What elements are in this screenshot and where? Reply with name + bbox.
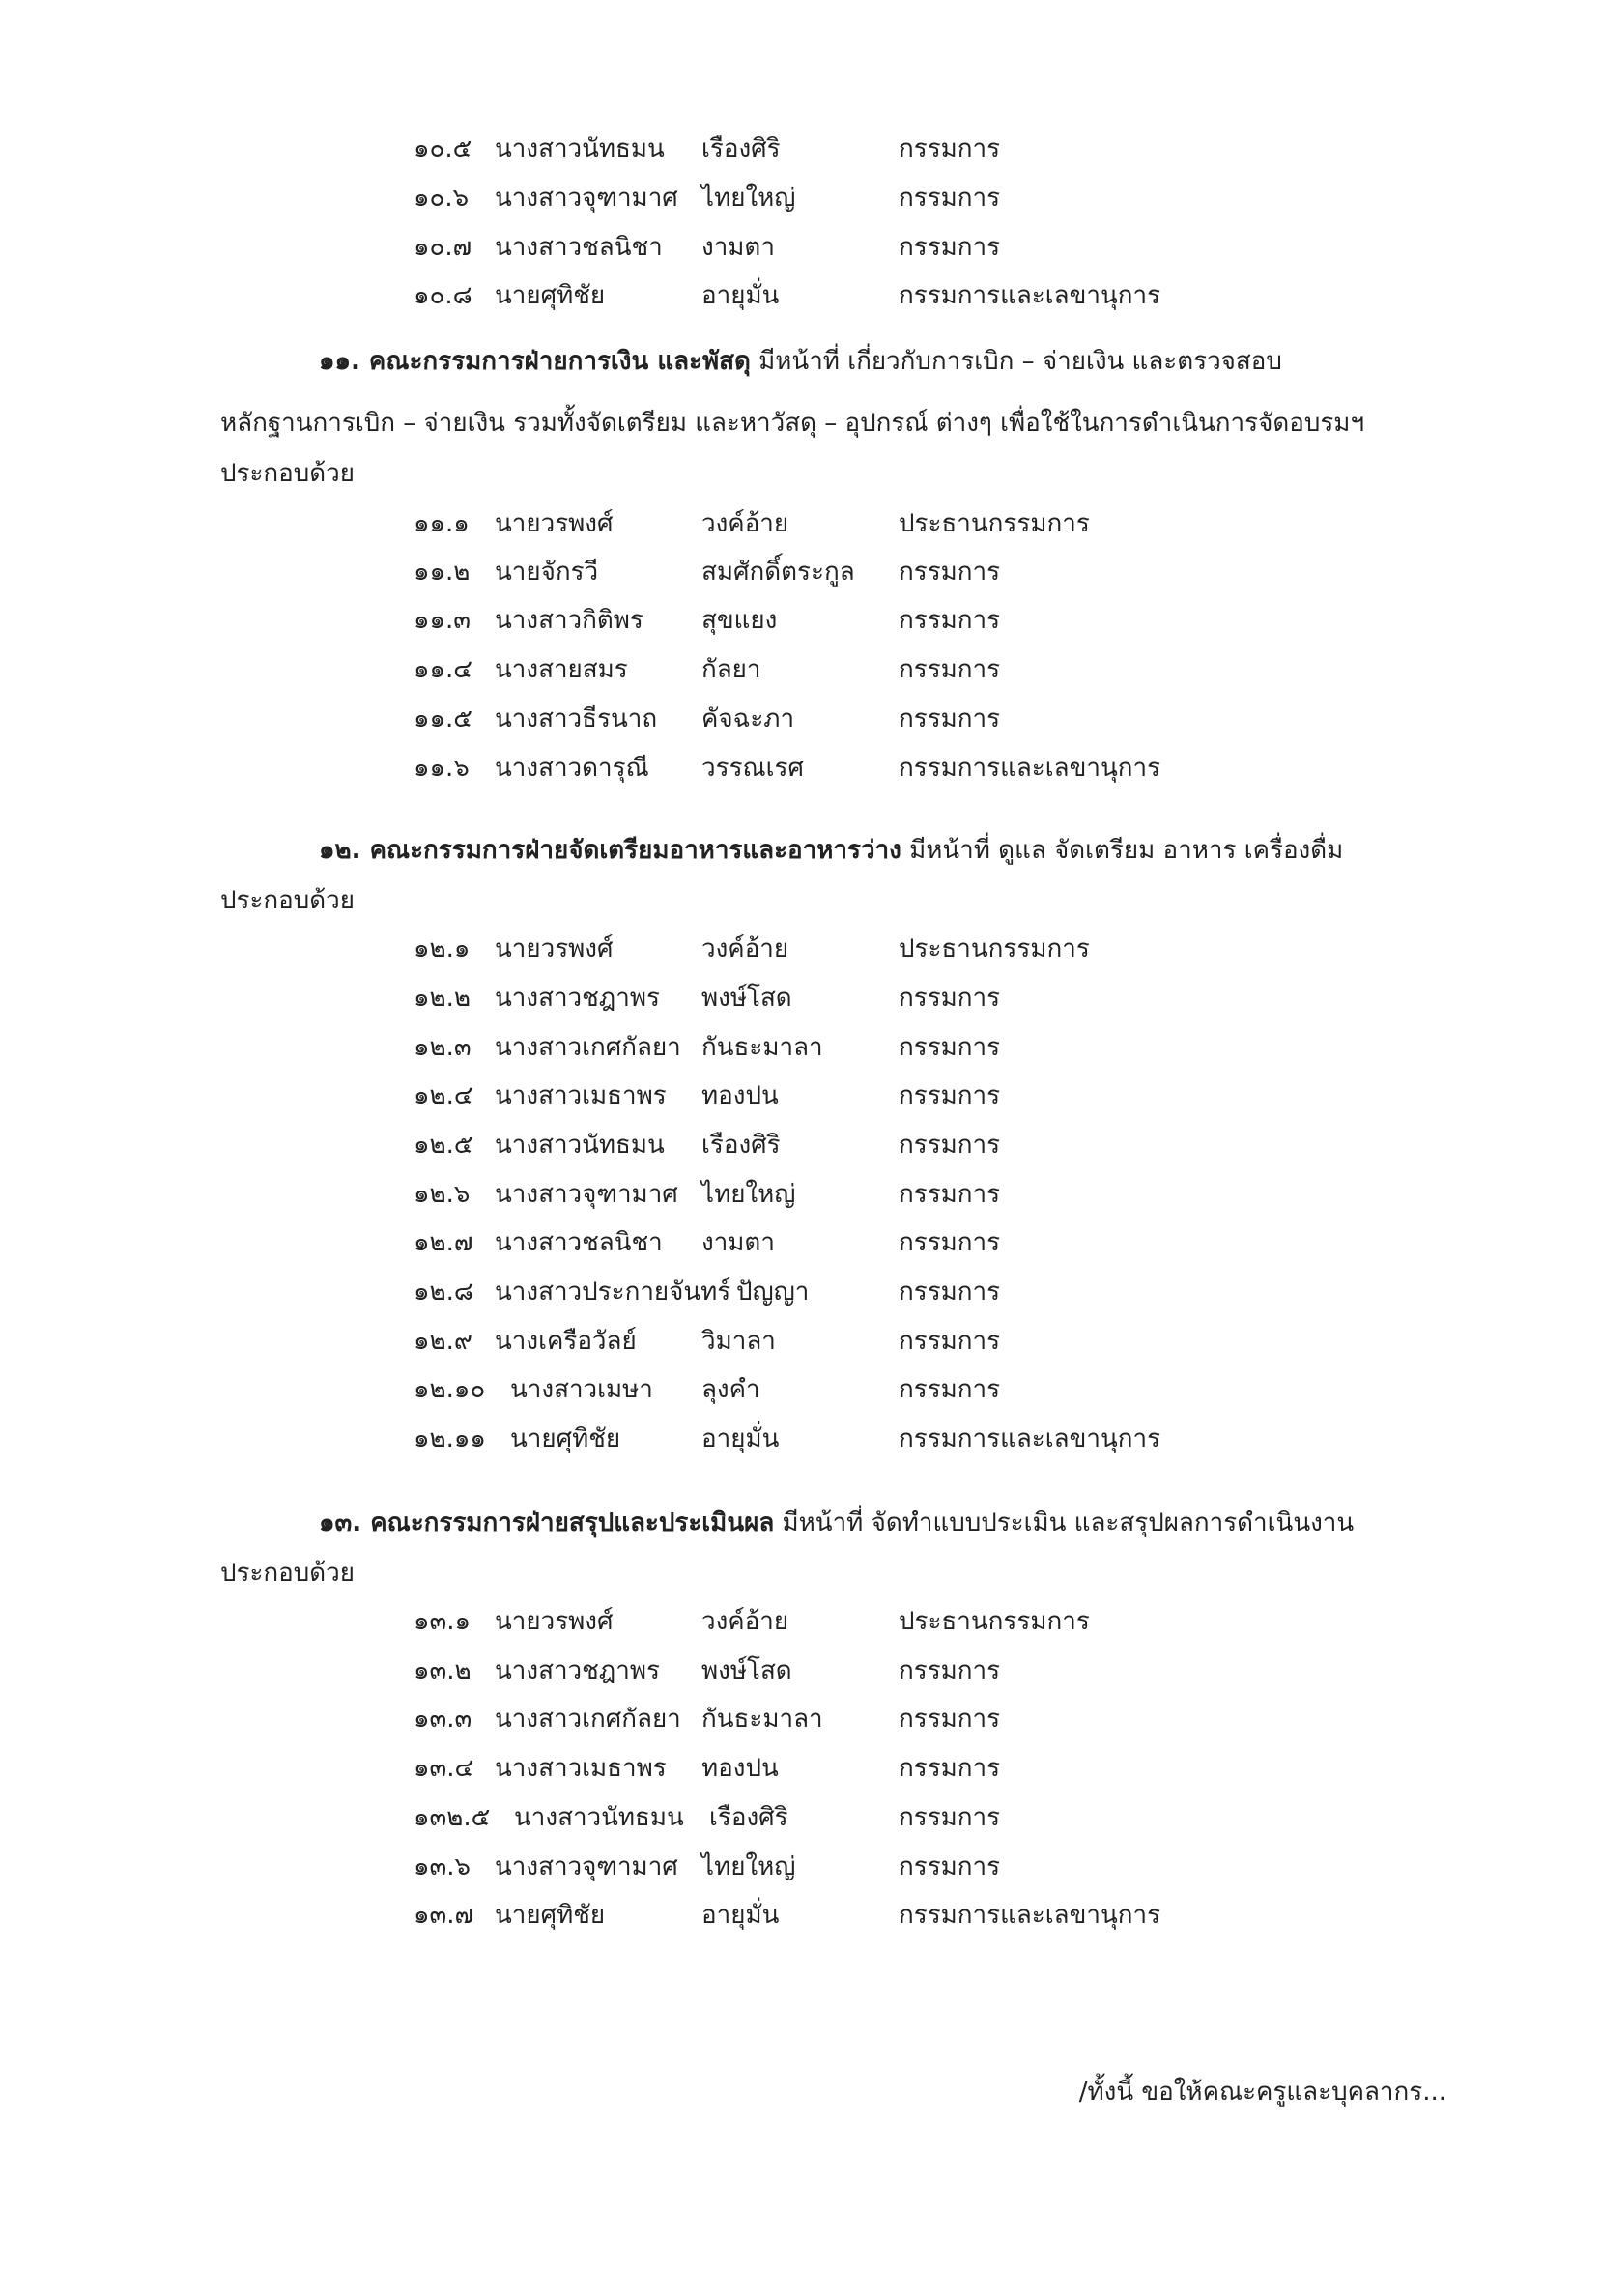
section-12-line2: ประกอบด้วย <box>220 886 356 915</box>
item-role: กรรมการ <box>899 1705 1001 1734</box>
item-surname: เรืองศิริ <box>709 1803 788 1832</box>
item-number: ๑๑.๕ <box>414 704 472 733</box>
item-name: นายวรพงศ์ <box>495 1607 614 1636</box>
item-role: กรรมการ <box>899 184 1001 213</box>
list-item <box>0 228 1601 267</box>
list-item <box>0 1322 1601 1361</box>
item-role: กรรมการและเลขานุการ <box>899 1424 1161 1453</box>
item-name: นางสาวจุฑามาศ <box>495 1852 678 1881</box>
item-name: นางสาวชลนิชา <box>495 233 663 262</box>
section-11-duty: มีหน้าที่ เกี่ยวกับการเบิก – จ่ายเงิน และตรวจสอบ <box>750 347 1282 376</box>
section-11-title: ๑๑. คณะกรรมการฝ่ายการเงิน และพัสดุ <box>319 347 751 376</box>
item-number: ๑๑.๓ <box>414 606 472 635</box>
list-item <box>0 1602 1601 1641</box>
item-name: นางสาวเกศกัลยา <box>495 1705 681 1734</box>
item-role: กรรมการ <box>899 984 1001 1013</box>
list-item <box>0 179 1601 217</box>
section-13-heading <box>319 1498 1556 1548</box>
item-surname: กันธะมาลา <box>701 1033 823 1062</box>
list-item <box>0 650 1601 689</box>
item-number: ๑๒.๒ <box>414 984 472 1013</box>
item-role: ประธานกรรมการ <box>899 509 1090 538</box>
list-item <box>0 700 1601 738</box>
list-item <box>0 1370 1601 1409</box>
list-item <box>0 1651 1601 1690</box>
item-number: ๑๒.๑๐ <box>414 1375 486 1404</box>
item-role: กรรมการ <box>899 655 1001 684</box>
item-number: ๑๓.๑ <box>414 1607 472 1636</box>
section-12-title: ๑๒. คณะกรรมการฝ่ายจัดเตรียมอาหารและอาหารว่าง <box>319 836 901 865</box>
item-role: กรรมการ <box>899 704 1001 733</box>
item-name: นางสาวกิติพร <box>495 606 643 635</box>
list-item <box>0 1798 1601 1837</box>
item-surname: กันธะมาลา <box>701 1705 823 1734</box>
list-item <box>0 1896 1601 1935</box>
item-surname: วงค์อ้าย <box>701 1607 789 1636</box>
item-surname: เรืองศิริ <box>701 1131 781 1160</box>
item-surname: ไทยใหญ่ <box>701 184 796 213</box>
item-role: กรรมการและเลขานุการ <box>899 1901 1161 1930</box>
list-item <box>0 276 1601 315</box>
item-number: ๑๒.๗ <box>414 1228 473 1257</box>
item-role: กรรมการ <box>899 1277 1001 1306</box>
item-name: นางสาวนัทธมน <box>495 1131 665 1160</box>
section-11-line2: หลักฐานการเบิก – จ่ายเงิน รวมทั้งจัดเตรียม และหาวัสดุ – อุปกรณ์ ต่างๆ เพื่อใช้ในการดำเนินการจัดอบรมฯ <box>220 409 1365 438</box>
item-role: กรรมการ <box>899 1180 1001 1209</box>
item-role: กรรมการ <box>899 1754 1001 1783</box>
list-item <box>0 930 1601 968</box>
item-number: ๑๒.๘ <box>414 1277 473 1306</box>
item-role: กรรมการ <box>899 1656 1001 1685</box>
item-name: นางสาวชฎาพร <box>495 1656 660 1685</box>
item-number: ๑๓๒.๕ <box>414 1803 491 1832</box>
item-name: นางสายสมร <box>495 655 628 684</box>
item-surname: วรรณเรศ <box>701 754 805 783</box>
list-item <box>0 1848 1601 1886</box>
item-name: นางเครือวัลย์ <box>495 1327 637 1356</box>
item-name: นายศุทิชัย <box>510 1424 621 1453</box>
list-item <box>0 504 1601 543</box>
list-item <box>0 1700 1601 1738</box>
item-name: นางสาวนัทธมน <box>514 1803 684 1832</box>
list-item <box>0 749 1601 788</box>
item-surname: งามตา <box>701 233 775 262</box>
item-name: นายวรพงศ์ <box>495 509 614 538</box>
item-surname: สุขแยง <box>701 606 778 635</box>
item-name: นางสาวดารุณี <box>495 754 649 783</box>
item-name: นายจักรวี <box>495 558 599 587</box>
list-item <box>0 1273 1601 1311</box>
item-name: นางสาวชลนิชา <box>495 1228 663 1257</box>
section-12-duty: มีหน้าที่ ดูแล จัดเตรียม อาหาร เครื่องดื่ม <box>901 836 1344 865</box>
item-name: นางสาวนัทธมน <box>495 134 665 163</box>
item-role: กรรมการ <box>899 1131 1001 1160</box>
item-surname: อายุมั่น <box>701 1901 780 1930</box>
item-number: ๑๓.๗ <box>414 1901 474 1930</box>
item-role: กรรมการและเลขานุการ <box>899 281 1161 310</box>
item-role: กรรมการ <box>899 1033 1001 1062</box>
item-name: นางสาวเมษา <box>510 1375 653 1404</box>
item-role: กรรมการ <box>899 1228 1001 1257</box>
item-number: ๑๐.๕ <box>414 134 472 163</box>
section-12-heading <box>319 825 1556 875</box>
item-role: ประธานกรรมการ <box>899 934 1090 963</box>
item-number: ๑๑.๔ <box>414 655 472 684</box>
item-surname: งามตา <box>701 1228 775 1257</box>
item-surname: อายุมั่น <box>701 1424 780 1453</box>
item-number: ๑๒.๕ <box>414 1131 473 1160</box>
list-item <box>0 129 1601 168</box>
item-role: กรรมการ <box>899 1852 1001 1881</box>
list-item <box>0 601 1601 640</box>
item-number: ๑๐.๗ <box>414 233 472 262</box>
item-name: นางสาวจุฑามาศ <box>495 1180 678 1209</box>
item-name: นางสาวจุฑามาศ <box>495 184 678 213</box>
list-item <box>0 1420 1601 1458</box>
item-number: ๑๓.๖ <box>414 1852 472 1881</box>
list-item <box>0 1126 1601 1164</box>
item-surname: พงษ์โสด <box>701 984 792 1013</box>
item-name: นายศุทิชัย <box>495 281 606 310</box>
item-number: ๑๒.๙ <box>414 1327 472 1356</box>
item-surname: ทองปน <box>701 1081 779 1110</box>
list-item <box>0 979 1601 1018</box>
item-role: กรรมการ <box>899 1081 1001 1110</box>
item-name: นางสาวเมธาพร <box>495 1081 667 1110</box>
list-item <box>0 1223 1601 1262</box>
section-13-title: ๑๓. คณะกรรมการฝ่ายสรุปและประเมินผล <box>319 1508 775 1537</box>
item-role: กรรมการ <box>899 606 1001 635</box>
section-11-line3: ประกอบด้วย <box>220 459 356 488</box>
item-number: ๑๐.๖ <box>414 184 470 213</box>
footer-continuation: /ทั้งนี้ ขอให้คณะครูและบุคลากร... <box>1078 2078 1446 2107</box>
item-number: ๑๒.๖ <box>414 1180 471 1209</box>
section-13-duty: มีหน้าที่ จัดทำแบบประเมิน และสรุปผลการดำเนินงาน <box>774 1508 1355 1537</box>
item-surname: วงค์อ้าย <box>701 934 789 963</box>
item-role: กรรมการ <box>899 1803 1001 1832</box>
item-number: ๑๑.๒ <box>414 558 471 587</box>
item-surname: ปัญญา <box>736 1277 810 1306</box>
list-item <box>0 553 1601 591</box>
item-number: ๑๒.๓ <box>414 1033 472 1062</box>
item-number: ๑๓.๔ <box>414 1754 474 1783</box>
item-role: กรรมการ <box>899 1327 1001 1356</box>
item-surname: เรืองศิริ <box>701 134 781 163</box>
list-item <box>0 1175 1601 1214</box>
item-role: กรรมการ <box>899 1375 1001 1404</box>
item-role: ประธานกรรมการ <box>899 1607 1090 1636</box>
item-number: ๑๓.๒ <box>414 1656 472 1685</box>
section-13-line2: ประกอบด้วย <box>220 1559 356 1588</box>
item-surname: กัลยา <box>701 655 761 684</box>
item-surname: ทองปน <box>701 1754 779 1783</box>
item-role: กรรมการ <box>899 558 1001 587</box>
item-number: ๑๓.๓ <box>414 1705 472 1734</box>
item-role: กรรมการ <box>899 233 1001 262</box>
item-name: นางสาวประกายจันทร์ <box>495 1277 731 1306</box>
item-name: นายวรพงศ์ <box>495 934 614 963</box>
item-name: นางสาวชฎาพร <box>495 984 660 1013</box>
item-number: ๑๐.๘ <box>414 281 472 310</box>
item-name: นางสาวเมธาพร <box>495 1754 667 1783</box>
list-item <box>0 1749 1601 1788</box>
item-surname: ไทยใหญ่ <box>701 1852 796 1881</box>
item-number: ๑๒.๑ <box>414 934 471 963</box>
item-surname: ไทยใหญ่ <box>701 1180 796 1209</box>
section-11-heading <box>319 336 1556 387</box>
list-item <box>0 1076 1601 1115</box>
item-surname: วิมาลา <box>701 1327 776 1356</box>
item-number: ๑๒.๑๑ <box>414 1424 486 1453</box>
item-name: นางสาวเกศกัลยา <box>495 1033 681 1062</box>
list-item <box>0 1028 1601 1067</box>
item-role: กรรมการและเลขานุการ <box>899 754 1161 783</box>
item-number: ๑๑.๑ <box>414 509 470 538</box>
item-number: ๑๒.๔ <box>414 1081 473 1110</box>
item-number: ๑๑.๖ <box>414 754 470 783</box>
item-name: นางสาวธีรนาถ <box>495 704 658 733</box>
item-role: กรรมการ <box>899 134 1001 163</box>
item-surname: อายุมั่น <box>701 281 780 310</box>
item-surname: สมศักดิ์ตระกูล <box>701 558 855 587</box>
item-surname: ลุงคำ <box>701 1375 760 1404</box>
item-surname: วงค์อ้าย <box>701 509 789 538</box>
item-name: นายศุทิชัย <box>495 1901 606 1930</box>
item-surname: พงษ์โสด <box>701 1656 792 1685</box>
item-surname: คัจฉะภา <box>701 704 795 733</box>
